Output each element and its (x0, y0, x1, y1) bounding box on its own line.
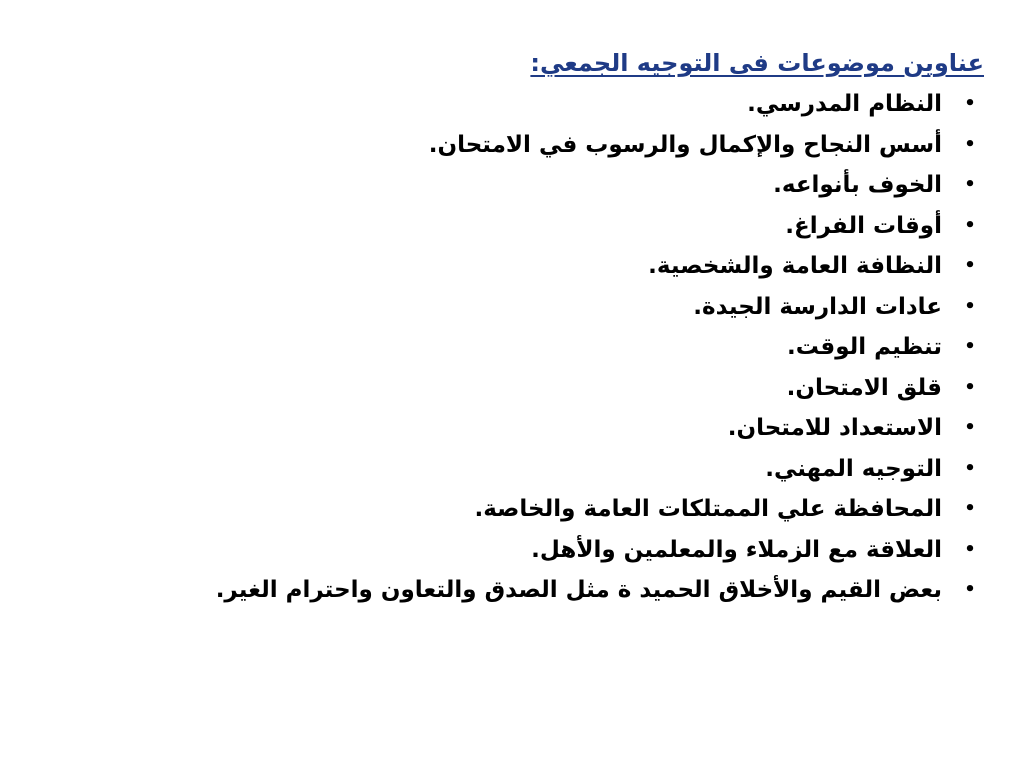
topic-item (40, 368, 984, 409)
topic-item (40, 327, 984, 368)
bullet-icon: • (964, 214, 976, 236)
bullet-icon: • (964, 417, 976, 438)
topic-item (40, 287, 984, 328)
topic-text: أسس النجاح والإكمال والرسوب في الامتحان. (428, 131, 942, 158)
bullet-icon: • (964, 295, 976, 317)
topic-item (40, 206, 984, 247)
topic-text: النظافة العامة والشخصية. (648, 253, 942, 279)
topic-text: قلق الامتحان. (786, 374, 942, 401)
topic-text: تنظيم الوقت. (787, 334, 942, 360)
topic-text: الخوف بأنواعه. (773, 172, 942, 198)
topic-text: النظام المدرسي. (747, 91, 942, 117)
bullet-icon: • (964, 336, 976, 357)
bullet-icon: • (964, 255, 976, 276)
topic-item (40, 449, 984, 490)
bullet-icon: • (964, 376, 976, 398)
bullet-icon: • (964, 579, 976, 600)
topic-text: العلاقة مع الزملاء والمعلمين والأهل. (531, 536, 942, 563)
topic-item (40, 489, 984, 530)
bullet-icon: • (964, 498, 976, 519)
topic-item (40, 530, 984, 571)
topic-text: عادات الدارسة الجيدة. (693, 293, 942, 320)
topic-item (40, 125, 984, 166)
topic-text: بعض القيم والأخلاق الحميد ة مثل الصدق والتعاون واحترام الغير. (215, 577, 942, 603)
topic-item (40, 165, 984, 206)
bullet-icon: • (964, 538, 976, 560)
topic-item (40, 246, 984, 287)
topic-item (40, 84, 984, 125)
topic-item (40, 570, 984, 611)
topic-text: الاستعداد للامتحان. (727, 415, 942, 441)
bullet-icon: • (964, 93, 976, 114)
slide (40, 46, 984, 611)
topic-text: أوقات الفراغ. (785, 212, 942, 239)
bullet-icon: • (964, 133, 976, 155)
topic-text: المحافظة علي الممتلكات العامة والخاصة. (474, 496, 942, 522)
bullet-icon: • (964, 174, 976, 195)
bullet-icon: • (964, 457, 976, 479)
topic-item (40, 408, 984, 449)
topic-text: التوجيه المهني. (765, 455, 942, 482)
topic-list (40, 84, 984, 611)
slide-title: عناوين موضوعات فى التوجيه الجمعي: (530, 49, 984, 77)
